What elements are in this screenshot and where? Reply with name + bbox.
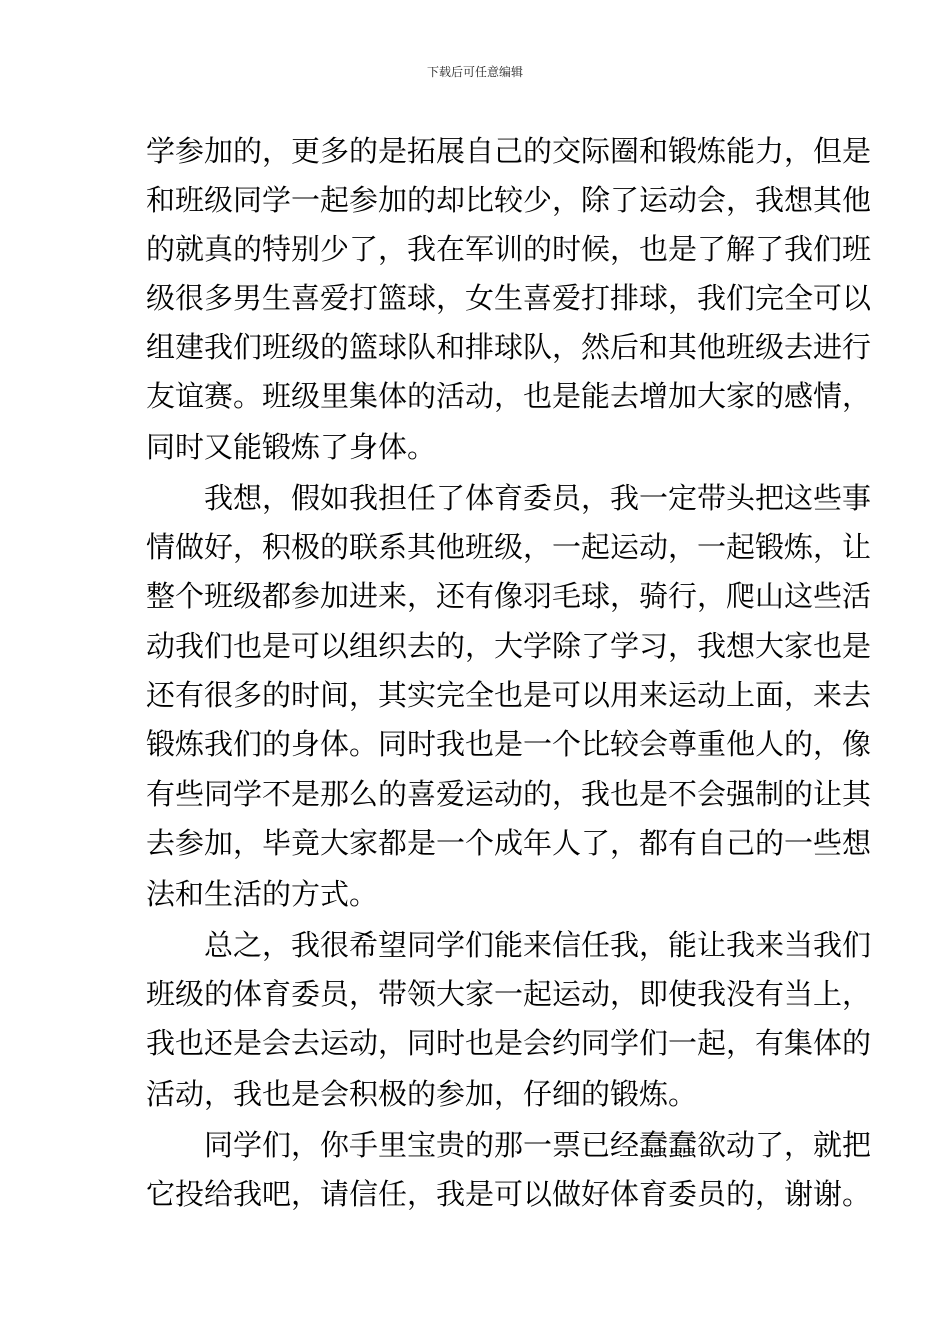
text-line: 法和生活的方式。 (146, 877, 379, 911)
text-line: 和班级同学一起参加的却比较少，除了运动会，我想其他 (146, 183, 872, 217)
text-line: 还有很多的时间，其实完全也是可以用来运动上面，来去 (146, 678, 872, 712)
text-line: 它投给我吧，请信任，我是可以做好体育委员的，谢谢。 (146, 1177, 872, 1211)
text-line: 班级的体育委员，带领大家一起运动，即使我没有当上， (146, 977, 872, 1011)
text-line: 组建我们班级的篮球队和排球队，然后和其他班级去进行 (146, 330, 872, 364)
text-line-paragraph-start: 同学们，你手里宝贵的那一票已经蠢蠢欲动了，就把 (204, 1128, 872, 1162)
text-line: 的就真的特别少了，我在军训的时候，也是了解了我们班 (146, 232, 872, 266)
page-header: 下载后可任意编辑 (426, 65, 523, 79)
text-line: 活动，我也是会积极的参加，仔细的锻炼。 (146, 1077, 698, 1111)
text-line: 级很多男生喜爱打篮球，女生喜爱打排球，我们完全可以 (146, 281, 872, 315)
text-line: 动我们也是可以组织去的，大学除了学习，我想大家也是 (146, 629, 872, 663)
text-line: 情做好，积极的联系其他班级，一起运动，一起锻炼，让 (146, 530, 872, 564)
text-line: 学参加的，更多的是拓展自己的交际圈和锻炼能力，但是 (146, 134, 872, 168)
text-line: 我也还是会去运动，同时也是会约同学们一起，有集体的 (146, 1026, 872, 1060)
text-line: 同时又能锻炼了身体。 (146, 430, 437, 464)
text-line-paragraph-start: 总之，我很希望同学们能来信任我，能让我来当我们 (204, 928, 872, 962)
text-line-paragraph-start: 我想，假如我担任了体育委员，我一定带头把这些事 (204, 481, 872, 515)
text-line: 去参加，毕竟大家都是一个成年人了，都有自己的一些想 (146, 826, 872, 860)
text-line: 锻炼我们的身体。同时我也是一个比较会尊重他人的，像 (146, 727, 872, 761)
text-line: 整个班级都参加进来，还有像羽毛球，骑行，爬山这些活 (146, 579, 872, 613)
text-line: 友谊赛。班级里集体的活动，也是能去增加大家的感情， (146, 379, 872, 413)
text-line: 有些同学不是那么的喜爱运动的，我也是不会强制的让其 (146, 777, 872, 811)
